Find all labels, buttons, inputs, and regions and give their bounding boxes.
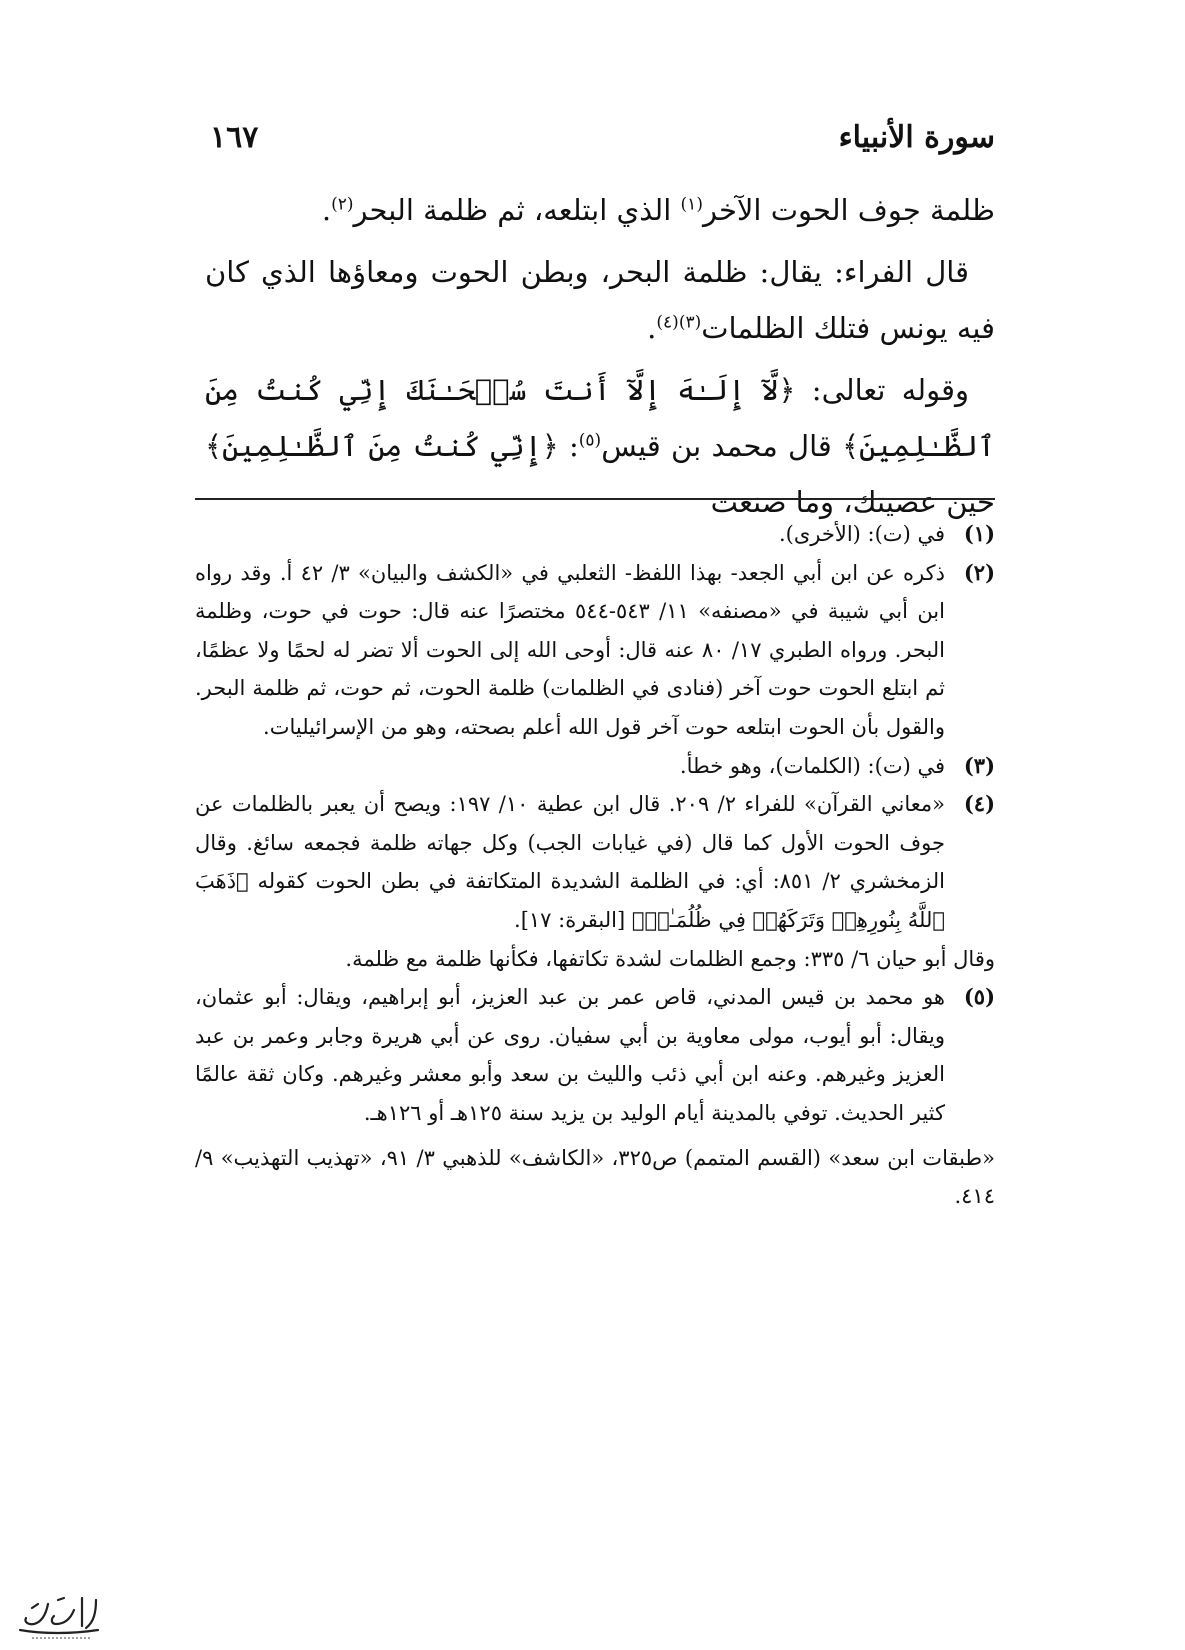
text-run: . (321, 193, 332, 227)
main-text (205, 182, 995, 536)
footnote-ref: (٥) (578, 430, 602, 451)
footnote-ref: (١) (680, 194, 703, 215)
footnote-number: (٣) (963, 752, 995, 778)
text-run: ظلمة جوف الحوت الآخر (702, 193, 995, 227)
quran-verse: ﴿إِنِّي كُنتُ مِنَ ٱلظَّـٰلِمِينَ﴾ (205, 429, 559, 463)
text-run: حين عصيتك، وما صنعت (710, 485, 995, 519)
footnote-number: (١) (963, 521, 995, 546)
quran-verse: ﴿لَّآ إِلَـٰهَ إِلَّآ أَنتَ سُبۡحَـٰنَكَ إِنِّي كُنتُ مِنَ ٱلظَّـٰلِمِينَ﴾ (205, 373, 995, 463)
footnote-number: (٢) (963, 559, 995, 585)
quran-verse: ﴿ذَهَبَ ٱللَّهُ بِنُورِهِمۡ وَتَرَكَهُمۡ فِي ظُلُمَـٰتٖ﴾ (195, 869, 945, 932)
footnote (195, 515, 995, 554)
footnote-text: هو محمد بن قيس المدني، قاص عمر بن عبد العزيز، أبو إبراهيم، ويقال: أبو عثمان، ويقال: أبو أيوب، مولى معاوية بن أبي سفيان. روى عن أبي هريرة وجابر وعمر بن عبد العزيز وغيرهم. وعنه ابن أبي ذئب والليث بن سعد وأبو معشر وغيرهم. وكان ثقة عالمًا كثير الحديث. توفي بالمدينة أيام الوليد بن يزيد سنة ١٢٥هـ أو ١٢٦هـ. (195, 985, 945, 1125)
main-paragraph (205, 362, 995, 530)
text-run: قال محمد بن قيس (601, 429, 843, 463)
publisher-logo (12, 1590, 104, 1644)
footnote (195, 554, 995, 747)
main-paragraph (205, 244, 995, 356)
text-run: : (558, 429, 579, 463)
footnote-text: في (ت): (الكلمات)، وهو خطأ. (679, 753, 945, 778)
footnote-ref: (٢) (331, 194, 354, 215)
footnote-ref: (٣) (678, 312, 702, 333)
footnote-continuation: وقال أبو حيان ٦/ ٣٣٥: وجمع الظلمات لشدة تكاتفها، فكأنها ظلمة مع ظلمة. (345, 946, 995, 971)
footnote-divider (195, 498, 995, 500)
text-run: . (647, 311, 657, 345)
main-paragraph (205, 182, 995, 238)
page-header (210, 112, 995, 162)
surah-title: سورة الأنبياء (838, 119, 995, 155)
text-run: الذي ابتلعه، ثم ظلمة البحر (353, 193, 681, 227)
footnote-text: ذكره عن ابن أبي الجعد- بهذا اللفظ- الثعلبي في «الكشف والبيان» ٣/ ٤٢ أ. وقد رواه ابن أبي شيبة في «مصنفه» ١١/ ٥٤٣-٥٤٤ مختصرًا عنه قال: حوت في حوت، وظلمة البحر. ورواه الطبري ١٧/ ٨٠ عنه قال: أوحى الله إلى الحوت ألا تضر له لحمًا ولا عظمًا، ثم ابتلع الحوت حوت آخر (فنادى في الظلمات) ظلمة الحوت، ثم حوت، ثم ظلمة البحر. والقول بأن الحوت ابتلعه حوت آخر قول الله أعلم بصحته، وهو من الإسرائيليات. (195, 560, 945, 739)
page-number: ١٦٧ (210, 119, 259, 155)
footnote-ref: (٤) (656, 312, 679, 333)
footnote-number: (٤) (963, 791, 995, 817)
footnote (195, 978, 995, 1132)
text-run: وقوله تعالى: (795, 373, 969, 407)
text-run: «معاني القرآن» للفراء ٢/ ٢٠٩. قال ابن عطية ١٠/ ١٩٧: ويصح أن يعبر بالظلمات عن جوف الحوت الأول كما قال (في غيابات الجب) وكل جهاته ظلمة فجمعه سائغ. وقال الزمخشري ٢/ ٨٥١: أي: في الظلمة الشديدة المتكاتفة في بطن الحوت كقوله (195, 792, 945, 894)
footnote (195, 785, 995, 939)
footnotes (195, 515, 995, 1216)
text-run: [البقرة: ١٧]. (514, 907, 632, 932)
footnote-sources: «طبقات ابن سعد» (القسم المتمم) ص٣٢٥، «الكاشف» للذهبي ٣/ ٩١، «تهذيب التهذيب» ٩/ ٤١٤. (195, 1145, 995, 1209)
footnote-text: في (ت): (الأخرى). (778, 522, 945, 546)
footnote (195, 747, 995, 786)
footnote-number: (٥) (963, 984, 995, 1010)
footnote-text (195, 785, 945, 939)
text-run: قال الفراء: يقال: ظلمة البحر، وبطن الحوت ومعاؤها الذي كان فيه يونس فتلك الظلمات (205, 255, 995, 345)
